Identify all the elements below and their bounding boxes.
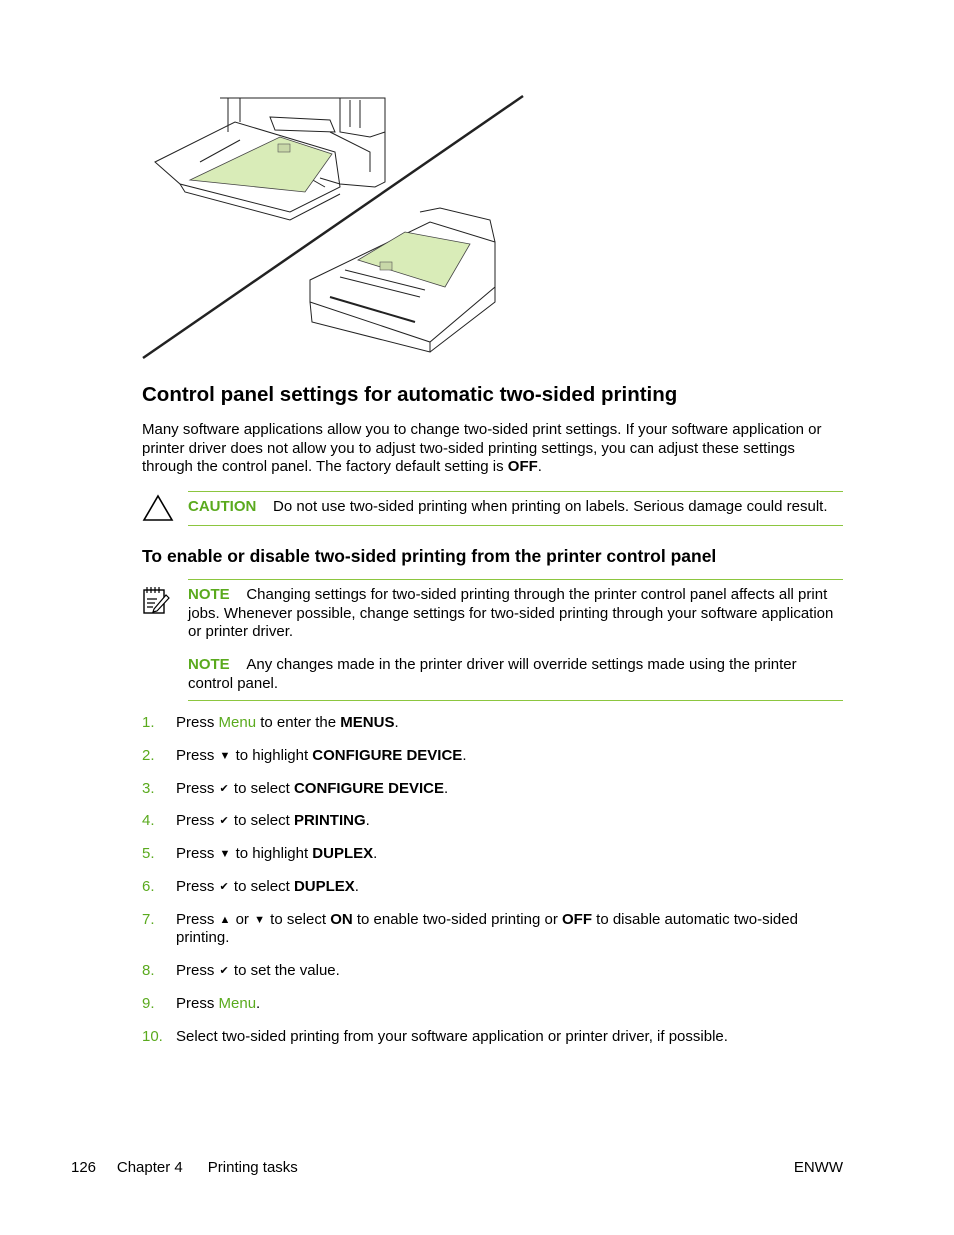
intro-paragraph: [142, 421, 847, 477]
step-number: 7.: [142, 910, 155, 928]
caution: [188, 498, 828, 515]
list-item: [142, 878, 847, 897]
step-text: to set the value.: [229, 962, 340, 980]
step-text: .: [394, 714, 399, 731]
down-arrow-icon: ▼: [254, 913, 265, 926]
printer-trays-illustration: [140, 92, 530, 364]
step-text: .: [365, 812, 370, 830]
step-text: Press: [176, 845, 219, 863]
step-number: 2.: [142, 746, 155, 764]
step-text: to disable automatic two-sided printing.: [176, 910, 798, 947]
step-text: Press: [176, 779, 219, 797]
footer-chapter: Chapter 4: [116, 1159, 183, 1176]
step-bold: OFF: [561, 910, 592, 928]
step-bold: PRINTING: [293, 812, 366, 830]
step-text: or: [231, 910, 254, 928]
step-text: to select: [265, 910, 331, 928]
caution-label: CAUTION: [188, 498, 257, 515]
note-icon: [142, 585, 170, 615]
list-item: [142, 995, 847, 1014]
menu-button-ref: Menu: [218, 714, 257, 731]
step-text: .: [256, 994, 261, 1012]
note-rule-top: [188, 579, 843, 580]
caution-icon: [142, 494, 174, 522]
step-text: Press: [176, 877, 219, 895]
step-bold: CONFIGURE DEVICE: [312, 746, 463, 764]
step-number: 8.: [142, 962, 155, 980]
step-bold: MENUS: [340, 714, 395, 731]
step-text: Select two-sided printing from your software application or printer driver, if possible.: [176, 1027, 728, 1045]
down-arrow-icon: ▼: [219, 749, 231, 762]
checkmark-icon: ✔: [219, 965, 229, 978]
step-number: 6.: [142, 877, 155, 895]
step-bold: DUPLEX: [293, 877, 355, 895]
note-label: NOTE: [188, 656, 230, 673]
intro-end: .: [537, 458, 542, 475]
intro-default-value: OFF: [507, 458, 538, 475]
checkmark-icon: ✔: [219, 880, 229, 893]
note-label: NOTE: [188, 586, 230, 603]
list-item: [142, 845, 847, 864]
list-item: [142, 911, 847, 948]
up-arrow-icon: ▲: [219, 913, 231, 926]
step-text: Press: [176, 962, 219, 980]
step-number: 1.: [142, 714, 155, 731]
note-rule-bottom: [188, 700, 843, 701]
step-text: to select: [229, 779, 294, 797]
list-item: [142, 747, 847, 766]
step-text: Press: [176, 746, 219, 764]
step-bold: CONFIGURE DEVICE: [293, 779, 444, 797]
step-text: .: [443, 779, 449, 797]
note-1: [188, 586, 845, 642]
step-text: to highlight: [231, 845, 313, 863]
list-item: [142, 714, 847, 733]
step-text: to enter the: [256, 714, 341, 731]
list-item: [142, 962, 847, 981]
step-text: .: [354, 877, 359, 895]
list-item: [142, 812, 847, 831]
menu-button-ref: Menu: [218, 994, 257, 1012]
step-text: Press: [176, 994, 219, 1012]
step-number: 10.: [142, 1027, 163, 1045]
step-bold: ON: [330, 910, 353, 928]
step-number: 3.: [142, 779, 155, 797]
step-text: to enable two-sided printing or: [352, 910, 562, 928]
checkmark-icon: ✔: [219, 815, 229, 828]
footer-right: ENWW: [793, 1159, 843, 1176]
step-number: 9.: [142, 994, 155, 1012]
list-item: [142, 1028, 847, 1047]
step-text: .: [462, 746, 467, 764]
caution-text: Do not use two-sided printing when printing on labels. Serious damage could result.: [273, 498, 828, 515]
step-text: to select: [229, 877, 294, 895]
step-text: Press: [176, 910, 219, 928]
step-text: Press: [176, 812, 219, 830]
step-text: .: [373, 845, 378, 863]
checkmark-icon: ✔: [219, 782, 229, 795]
footer-left: [71, 1159, 298, 1176]
section-subheading: To enable or disable two-sided printing from the printer control panel: [142, 546, 717, 566]
step-number: 5.: [142, 845, 155, 863]
list-item: [142, 780, 847, 799]
step-bold: DUPLEX: [312, 845, 374, 863]
down-arrow-icon: ▼: [219, 848, 231, 861]
footer-section: Printing tasks: [207, 1159, 298, 1176]
step-text: Press: [176, 714, 219, 731]
page-heading: Control panel settings for automatic two-sided printing: [142, 383, 678, 406]
note-text: Changing settings for two-sided printing through the printer control panel affects all print jobs. Whenever possible, change settings for two-sided printing through your software application or printer driver.: [188, 586, 834, 640]
caution-rule-top: [188, 491, 843, 492]
steps-list: [142, 714, 847, 1046]
note-text: Any changes made in the printer driver will override settings made using the printer control panel.: [188, 656, 797, 692]
intro-text: Many software applications allow you to change two-sided print settings. If your software application or printer driver does not allow you to adjust two-sided printing settings, you can adjust these settings through the control panel. The factory default setting is: [142, 421, 822, 475]
step-text: to select: [229, 812, 294, 830]
page-number: 126: [71, 1159, 97, 1176]
step-number: 4.: [142, 812, 155, 830]
step-text: to highlight: [231, 746, 313, 764]
caution-rule-bottom: [188, 525, 843, 526]
note-2: [188, 656, 845, 693]
